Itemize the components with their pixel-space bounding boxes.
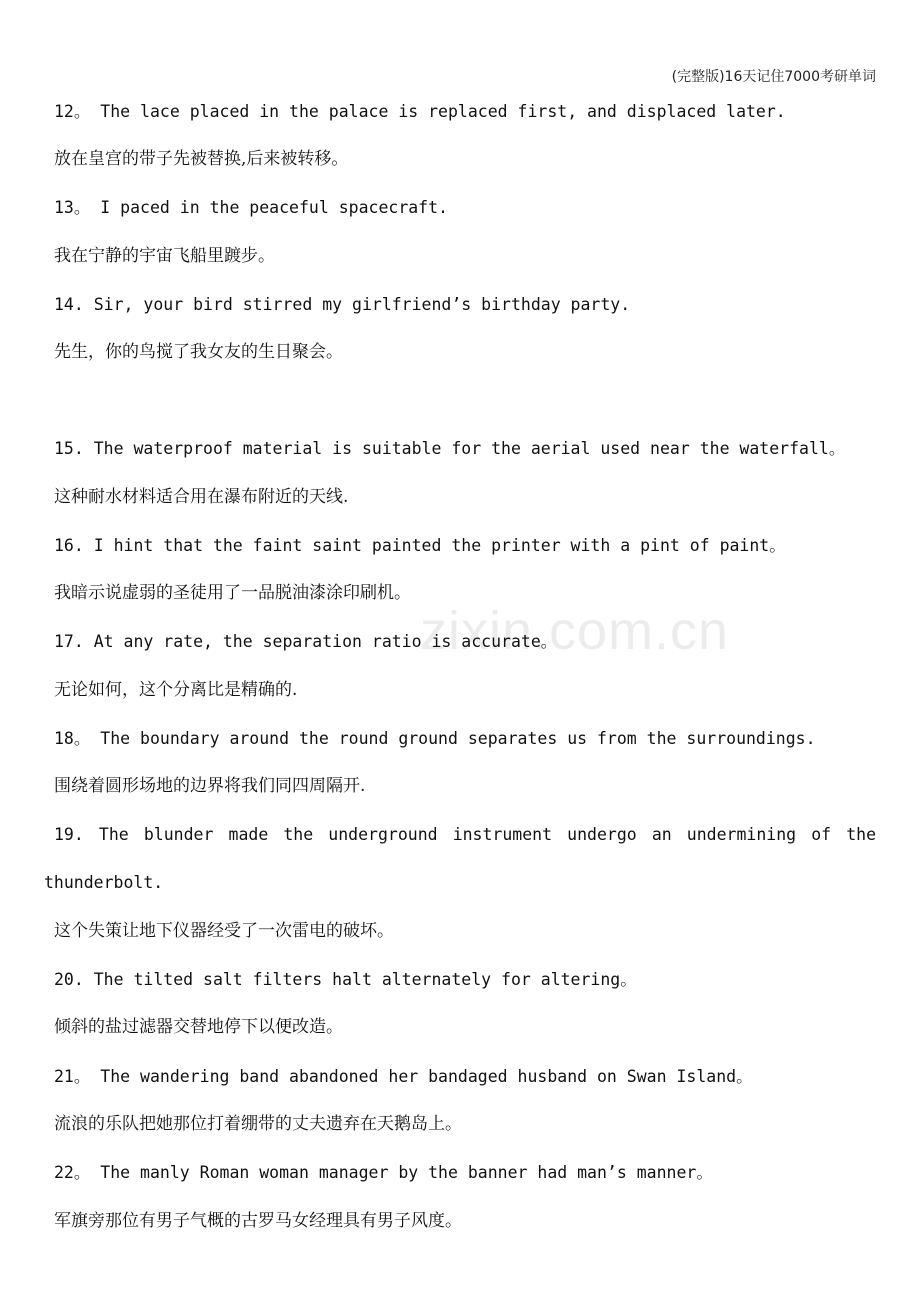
sentence-12-zh: 放在皇宫的带子先被替换,后来被转移。 [54,149,349,169]
sentence-16-zh: 我暗示说虚弱的圣徒用了一品脱油漆涂印刷机。 [54,583,411,603]
sentence-13-en: 13。 I paced in the peaceful spacecraft. [54,198,448,217]
sentence-17-zh: 无论如何，这个分离比是精确的. [54,680,298,700]
document-header: (完整版)16天记住7000考研单词 [671,69,876,85]
sentence-22-zh: 军旗旁那位有男子气概的古罗马女经理具有男子风度。 [54,1211,462,1231]
sentence-14-zh: 先生，你的鸟搅了我女友的生日聚会。 [54,342,343,362]
sentence-21-zh: 流浪的乐队把她那位打着绷带的丈夫遗弃在天鹅岛上。 [54,1114,462,1134]
sentence-13-zh: 我在宁静的宇宙飞船里踱步。 [54,246,275,266]
sentence-20-zh: 倾斜的盐过滤器交替地停下以便改造。 [54,1017,343,1037]
sentence-18-en: 18。 The boundary around the round ground separates us from the surroundings. [54,729,816,748]
sentence-17-en: 17. At any rate, the separation ratio is accurate。 [54,632,558,651]
sentence-14-en: 14. Sir, your bird stirred my girlfriend’s birthday party. [54,295,631,314]
sentence-15-en: 15. The waterproof material is suitable for the aerial used near the waterfall。 [54,439,846,458]
sentence-16-en: 16. I hint that the faint saint painted the printer with a pint of paint。 [54,536,786,555]
sentence-19-en-continued: thunderbolt. [44,873,164,892]
sentence-12-en: 12。 The lace placed in the palace is replaced first, and displaced later. [54,102,786,121]
sentence-22-en: 22。 The manly Roman woman manager by the banner had man’s manner。 [54,1163,713,1182]
sentence-20-en: 20. The tilted salt filters halt alternately for altering。 [54,970,637,989]
sentence-19-en: 19. The blunder made the underground instrument undergo an undermining of the [54,825,876,844]
watermark: zixin.com.cn [420,601,730,661]
sentence-19-zh: 这个失策让地下仪器经受了一次雷电的破坏。 [54,921,394,941]
sentence-18-zh: 围绕着圆形场地的边界将我们同四周隔开. [54,776,366,796]
sentence-15-zh: 这种耐水材料适合用在瀑布附近的天线. [54,487,349,507]
sentence-21-en: 21。 The wandering band abandoned her bandaged husband on Swan Island。 [54,1067,753,1086]
